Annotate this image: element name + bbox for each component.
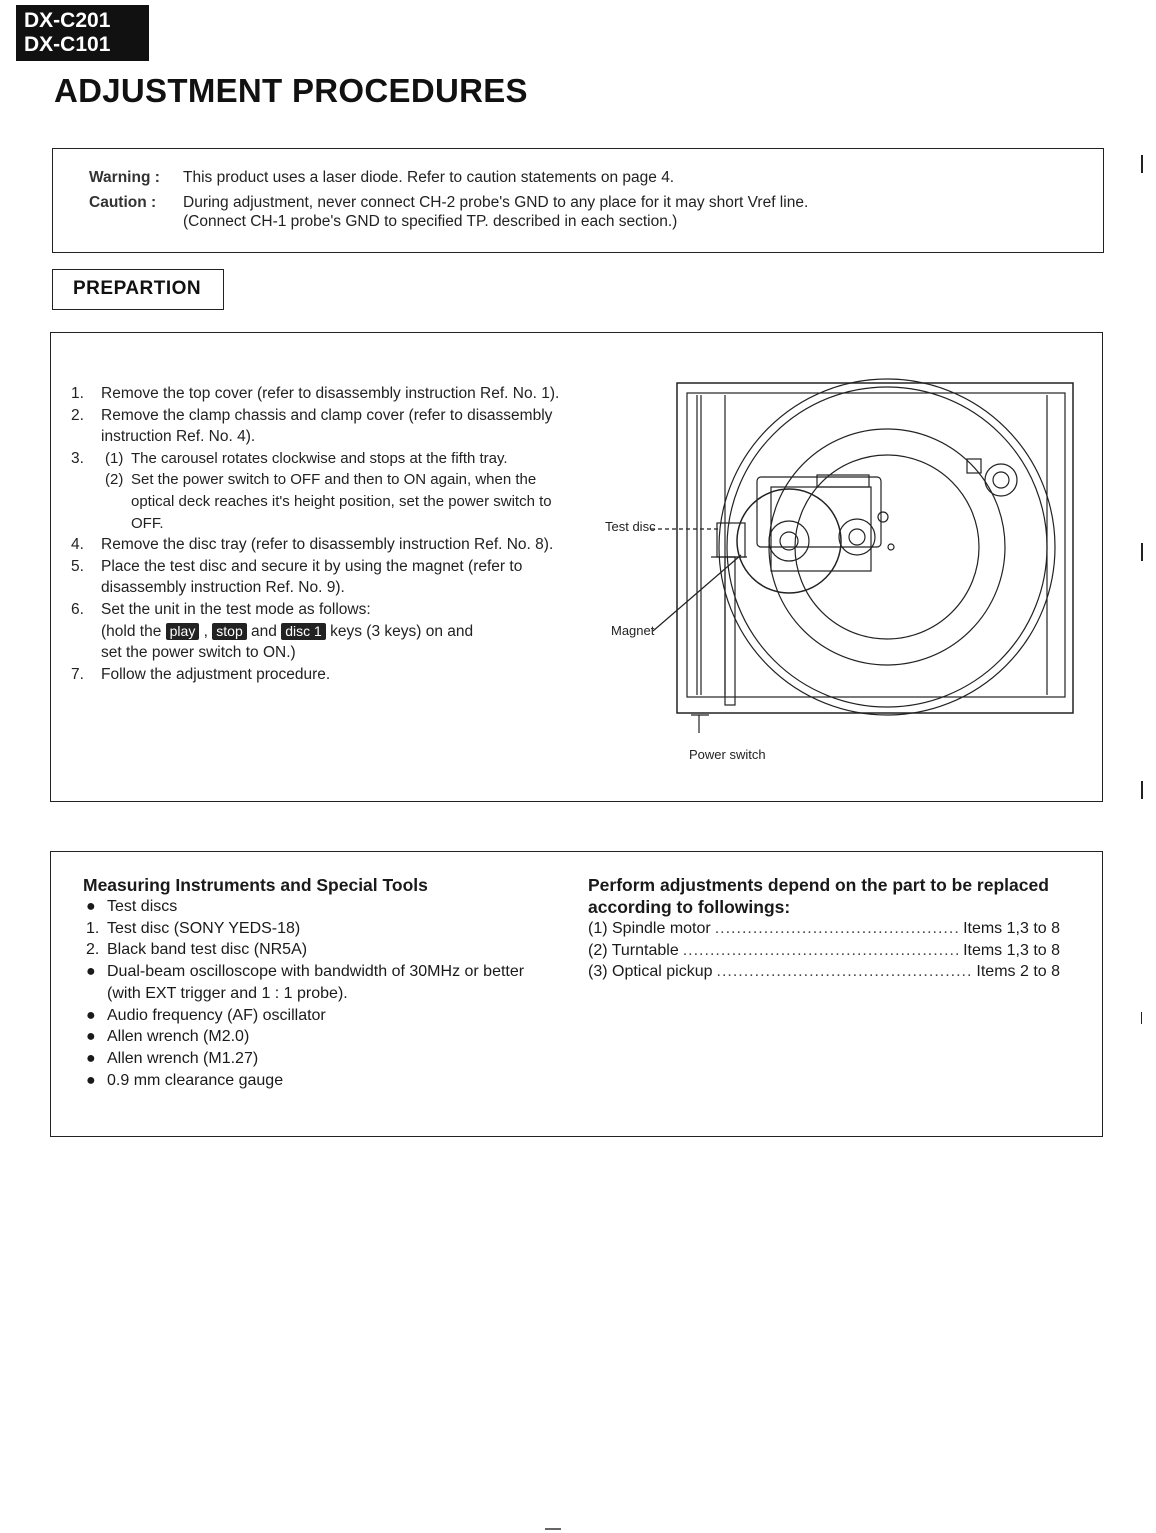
- stop-key: stop: [212, 623, 246, 640]
- step-text: Set the unit in the test mode as follows:: [101, 600, 371, 618]
- bullet-icon: ●: [86, 1071, 96, 1089]
- step-3: [71, 448, 561, 534]
- sub-step-text: Set the power switch to OFF and then to ON again, when the optical deck reaches it's height position, set the power switch to OFF.: [131, 471, 552, 532]
- step-text: Follow the adjustment procedure.: [101, 665, 331, 683]
- page-title: ADJUSTMENT PROCEDURES: [54, 72, 528, 109]
- list-item: [83, 1005, 553, 1027]
- test-disc-label: Test disc: [605, 519, 656, 534]
- leader-dots: [715, 918, 959, 940]
- warning-text: This product uses a laser diode. Refer to caution statements on page 4.: [183, 169, 675, 186]
- preparation-steps: [71, 383, 561, 685]
- cd-changer-diagram: [591, 377, 1091, 782]
- step-text: (hold the: [101, 622, 162, 640]
- list-item: [83, 918, 553, 940]
- step-3-sub-1: [101, 448, 591, 470]
- preparation-box: [50, 332, 1103, 802]
- part-row: [588, 961, 1060, 983]
- list-item-text: Black band test disc (NR5A): [107, 941, 308, 959]
- step-5: [71, 556, 561, 599]
- bullet-icon: ●: [86, 1049, 96, 1067]
- step-number: 4.: [71, 536, 84, 554]
- list-number: 1.: [86, 919, 100, 937]
- tools-box: [50, 851, 1103, 1137]
- step-text: Remove the clamp chassis and clamp cover (refer to disassembly instruction Ref. No. 4).: [101, 406, 553, 446]
- step-7: [71, 664, 561, 686]
- step-text: Remove the disc tray (refer to disassembly instruction Ref. No. 8).: [101, 536, 554, 554]
- adjustments-column: [588, 874, 1068, 983]
- list-item: [83, 1026, 553, 1048]
- list-item: [83, 939, 553, 961]
- bullet-icon: ●: [86, 1028, 96, 1046]
- changer-illustration: [591, 377, 1091, 777]
- list-item: [83, 1070, 553, 1092]
- step-3-sub-2: [101, 469, 561, 534]
- list-item: [83, 896, 553, 918]
- magnet-label: Magnet: [611, 623, 655, 638]
- step-number: 1.: [71, 385, 84, 402]
- adjustments-heading: Perform adjustments depend on the part to be replaced according to followings:: [588, 875, 1049, 917]
- list-number: 2.: [86, 941, 100, 959]
- part-name: (3) Optical pickup: [588, 963, 713, 981]
- step-1: [71, 383, 561, 405]
- step-4: [71, 534, 561, 556]
- disc-1-key: disc 1: [281, 623, 326, 640]
- step-text: and: [251, 622, 277, 640]
- caution-text-continued: (Connect CH-1 probe's GND to specified TP. described in each section.): [183, 213, 678, 230]
- part-name: (1) Spindle motor: [588, 920, 711, 937]
- step-number: 7.: [71, 665, 84, 683]
- step-text: keys (3 keys) on and: [330, 622, 474, 640]
- caution-row: [89, 191, 808, 215]
- list-item-text: Test disc (SONY YEDS-18): [107, 919, 301, 937]
- list-item-text: Allen wrench (M2.0): [107, 1028, 250, 1046]
- part-name: (2) Turntable: [588, 941, 679, 959]
- step-text: Remove the top cover (refer to disassembly instruction Ref. No. 1).: [101, 385, 560, 402]
- preparation-heading: PREPARTION: [73, 278, 202, 299]
- caution-text: During adjustment, never connect CH-2 probe's GND to any place for it may short Vref line.: [183, 194, 809, 211]
- model-name-2: DX-C101: [24, 33, 111, 56]
- instruments-list: [83, 896, 553, 1091]
- list-item-text: Allen wrench (M1.27): [107, 1049, 259, 1067]
- list-item-text: Dual-beam oscilloscope with bandwidth of 30MHz or better (with EXT trigger and 1 : 1 probe).: [107, 963, 525, 1002]
- step-text: Place the test disc and secure it by using the magnet (refer to disassembly instruction Ref. No. 9).: [101, 557, 523, 597]
- caution-label: Caution :: [89, 194, 157, 211]
- sub-step-text: The carousel rotates clockwise and stops at the fifth tray.: [131, 449, 508, 467]
- warning-label: Warning :: [89, 169, 160, 186]
- part-items: Items 1,3 to 8: [963, 920, 1060, 937]
- step-2: [71, 405, 561, 448]
- part-items: Items 2 to 8: [976, 963, 1060, 981]
- step-number: 5.: [71, 557, 84, 575]
- step-text: ,: [203, 622, 208, 640]
- bullet-icon: ●: [86, 1006, 96, 1024]
- step-number: 6.: [71, 600, 84, 618]
- sub-step-number: (2): [105, 471, 124, 489]
- model-badge: [16, 5, 149, 61]
- part-items: Items 1,3 to 8: [963, 941, 1060, 959]
- edge-mark: [1141, 781, 1143, 799]
- list-item: [83, 1048, 553, 1070]
- bullet-icon: ●: [86, 898, 96, 915]
- list-item-text: Test discs: [107, 898, 178, 915]
- sub-step-number: (1): [105, 449, 124, 467]
- list-item: [83, 961, 553, 1004]
- bullet-icon: ●: [86, 963, 96, 981]
- leader-dots: [683, 940, 959, 962]
- edge-mark: [1141, 543, 1143, 561]
- edge-mark: [1141, 1012, 1142, 1024]
- list-item-text: Audio frequency (AF) oscillator: [107, 1006, 326, 1024]
- step-number: 2.: [71, 406, 84, 424]
- instruments-heading: Measuring Instruments and Special Tools: [83, 875, 428, 895]
- warning-row: [89, 166, 674, 190]
- model-name-1: DX-C201: [24, 9, 111, 32]
- preparation-heading-box: [52, 269, 224, 310]
- page-number-fragment: [543, 1527, 563, 1530]
- part-row: [588, 918, 1060, 940]
- leader-dots: [717, 961, 973, 983]
- play-key: play: [166, 623, 200, 640]
- edge-mark: [1141, 155, 1143, 173]
- list-item-text: 0.9 mm clearance gauge: [107, 1071, 284, 1089]
- power-switch-label: Power switch: [689, 747, 766, 762]
- part-row: [588, 940, 1060, 962]
- step-number: 3.: [71, 449, 84, 467]
- step-6: [71, 599, 561, 664]
- step-text: set the power switch to ON.): [101, 644, 296, 662]
- notice-box: [52, 148, 1104, 253]
- instruments-column: [83, 874, 553, 1091]
